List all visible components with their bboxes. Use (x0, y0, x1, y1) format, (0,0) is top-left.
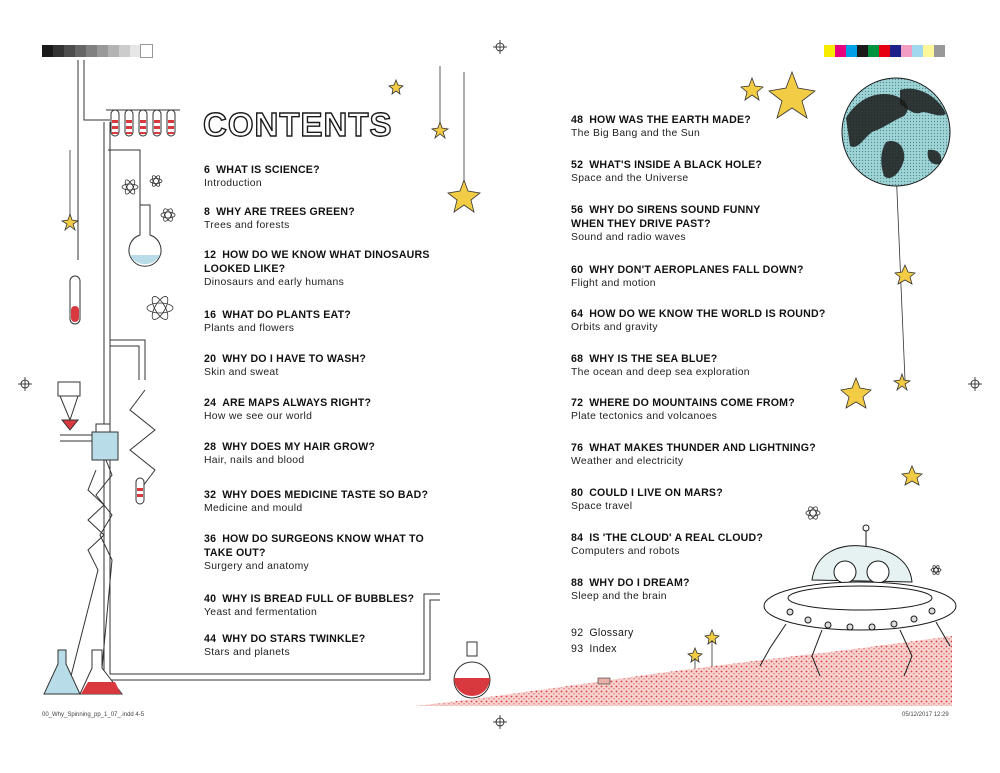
dropper-container-icon (92, 424, 118, 460)
toc-entry[interactable] (571, 113, 841, 141)
toc-entry[interactable] (204, 532, 444, 574)
file-slug: 00_Why_Spinning_pp_1_07_.indd 4-5 (42, 712, 145, 718)
entry-question: HOW WAS THE EARTH MADE? (589, 114, 751, 126)
toc-entry[interactable] (204, 163, 474, 191)
toc-entry[interactable] (204, 205, 474, 233)
toc-entry[interactable] (571, 441, 841, 469)
entry-subtitle: Sleep and the brain (571, 591, 667, 602)
entry-question: WHY DO SIRENS SOUND FUNNY WHEN THEY DRIVE PAST? (571, 204, 761, 230)
entry-subtitle: Sound and radio waves (571, 232, 686, 243)
page-number: 76 (571, 442, 584, 454)
entry-subtitle: The Big Bang and the Sun (571, 128, 701, 139)
entry-subtitle: Plants and flowers (204, 323, 295, 334)
entry-subtitle: Stars and planets (204, 647, 290, 658)
entry-question: WHAT DO PLANTS EAT? (222, 309, 351, 321)
entry-subtitle: The ocean and deep sea exploration (571, 367, 750, 378)
entry-question: COULD I LIVE ON MARS? (589, 487, 723, 499)
entry-subtitle: Orbits and gravity (571, 322, 658, 333)
entry-question: HOW DO WE KNOW THE WORLD IS ROUND? (589, 308, 826, 320)
toc-entry[interactable] (571, 158, 841, 186)
page-number: 8 (204, 206, 211, 218)
page-number: 16 (204, 309, 217, 321)
entry-subtitle: Space and the Universe (571, 173, 689, 184)
toc-entry[interactable] (571, 396, 841, 424)
page-number: 72 (571, 397, 584, 409)
entry-question: WHAT MAKES THUNDER AND LIGHTNING? (589, 442, 816, 454)
date-slug: 05/12/2017 12:29 (902, 712, 949, 718)
page-number: 88 (571, 577, 584, 589)
page-number: 40 (204, 593, 217, 605)
glossary-label: Glossary (589, 627, 634, 639)
entry-question: WHY IS BREAD FULL OF BUBBLES? (222, 593, 415, 605)
toc-entry[interactable] (204, 396, 474, 424)
page-number: 48 (571, 114, 584, 126)
toc-entry[interactable] (571, 307, 841, 335)
toc-entry[interactable] (204, 248, 444, 290)
entry-question: IS 'THE CLOUD' A REAL CLOUD? (589, 532, 764, 544)
entry-subtitle: Dinosaurs and early humans (204, 277, 345, 288)
toc-entry[interactable] (204, 592, 474, 620)
entry-question: WHAT IS SCIENCE? (216, 164, 320, 176)
page-number: 64 (571, 308, 584, 320)
entry-question: WHY DOES MEDICINE TASTE SO BAD? (222, 489, 429, 501)
toc-entry[interactable] (571, 576, 841, 604)
entry-question: WHAT'S INSIDE A BLACK HOLE? (589, 159, 763, 171)
page-number: 84 (571, 532, 584, 544)
entry-subtitle: Medicine and mould (204, 503, 303, 514)
page-number: 92 (571, 627, 584, 639)
toc-entry[interactable] (571, 203, 791, 245)
index-entry[interactable] (571, 642, 617, 656)
page-number: 56 (571, 204, 584, 216)
round-flask-icon (129, 205, 161, 266)
entry-subtitle: Introduction (204, 178, 262, 189)
test-tube-rack-icon (106, 110, 180, 136)
test-tube-icon (70, 276, 80, 324)
page-number: 52 (571, 159, 584, 171)
page-number: 28 (204, 441, 217, 453)
entry-question: WHY IS THE SEA BLUE? (589, 353, 718, 365)
index-label: Index (589, 643, 617, 655)
page-number: 20 (204, 353, 217, 365)
page-number: 60 (571, 264, 584, 276)
toc-entry[interactable] (571, 531, 841, 559)
entry-question: WHY ARE TREES GREEN? (216, 206, 355, 218)
toc-entry[interactable] (571, 486, 841, 514)
entry-subtitle: Skin and sweat (204, 367, 279, 378)
page-number: 12 (204, 249, 217, 261)
page-number: 68 (571, 353, 584, 365)
entry-subtitle: Weather and electricity (571, 456, 684, 467)
entry-subtitle: Yeast and fermentation (204, 607, 318, 618)
toc-entry[interactable] (204, 352, 474, 380)
page-number: 6 (204, 164, 211, 176)
entry-question: WHY DO I HAVE TO WASH? (222, 353, 367, 365)
entry-question: HOW DO SURGEONS KNOW WHAT TO TAKE OUT? (204, 533, 424, 559)
page-number: 44 (204, 633, 217, 645)
entry-subtitle: Flight and motion (571, 278, 656, 289)
globe-icon (842, 78, 950, 186)
entry-subtitle: Trees and forests (204, 220, 290, 231)
toc-entry[interactable] (571, 263, 841, 291)
toc-entry[interactable] (204, 440, 474, 468)
entry-question: WHERE DO MOUNTAINS COME FROM? (589, 397, 795, 409)
entry-question: WHY DON'T AEROPLANES FALL DOWN? (589, 264, 804, 276)
entry-subtitle: Computers and robots (571, 546, 680, 557)
entry-question: HOW DO WE KNOW WHAT DINOSAURS LOOKED LIKE? (204, 249, 430, 275)
hourglass-icon (58, 382, 80, 430)
page-number: 32 (204, 489, 217, 501)
toc-entry[interactable] (204, 308, 474, 336)
entry-question: WHY DO STARS TWINKLE? (222, 633, 366, 645)
toc-entry[interactable] (571, 352, 841, 380)
toc-entry[interactable] (204, 632, 474, 660)
entry-question: ARE MAPS ALWAYS RIGHT? (222, 397, 372, 409)
entry-question: WHY DOES MY HAIR GROW? (222, 441, 376, 453)
page-number: 93 (571, 643, 584, 655)
toc-entry[interactable] (204, 488, 474, 516)
entry-question: WHY DO I DREAM? (589, 577, 690, 589)
entry-subtitle: Plate tectonics and volcanoes (571, 411, 718, 422)
page-number: 80 (571, 487, 584, 499)
page-number: 36 (204, 533, 217, 545)
ground-terrain (414, 636, 952, 706)
page-number: 24 (204, 397, 217, 409)
entry-subtitle: Surgery and anatomy (204, 561, 310, 572)
striped-test-tube-icon (136, 478, 144, 504)
glossary-entry[interactable] (571, 626, 634, 640)
entry-subtitle: Space travel (571, 501, 633, 512)
entry-subtitle: Hair, nails and blood (204, 455, 305, 466)
page-title: CONTENTS (203, 106, 393, 143)
entry-subtitle: How we see our world (204, 411, 313, 422)
